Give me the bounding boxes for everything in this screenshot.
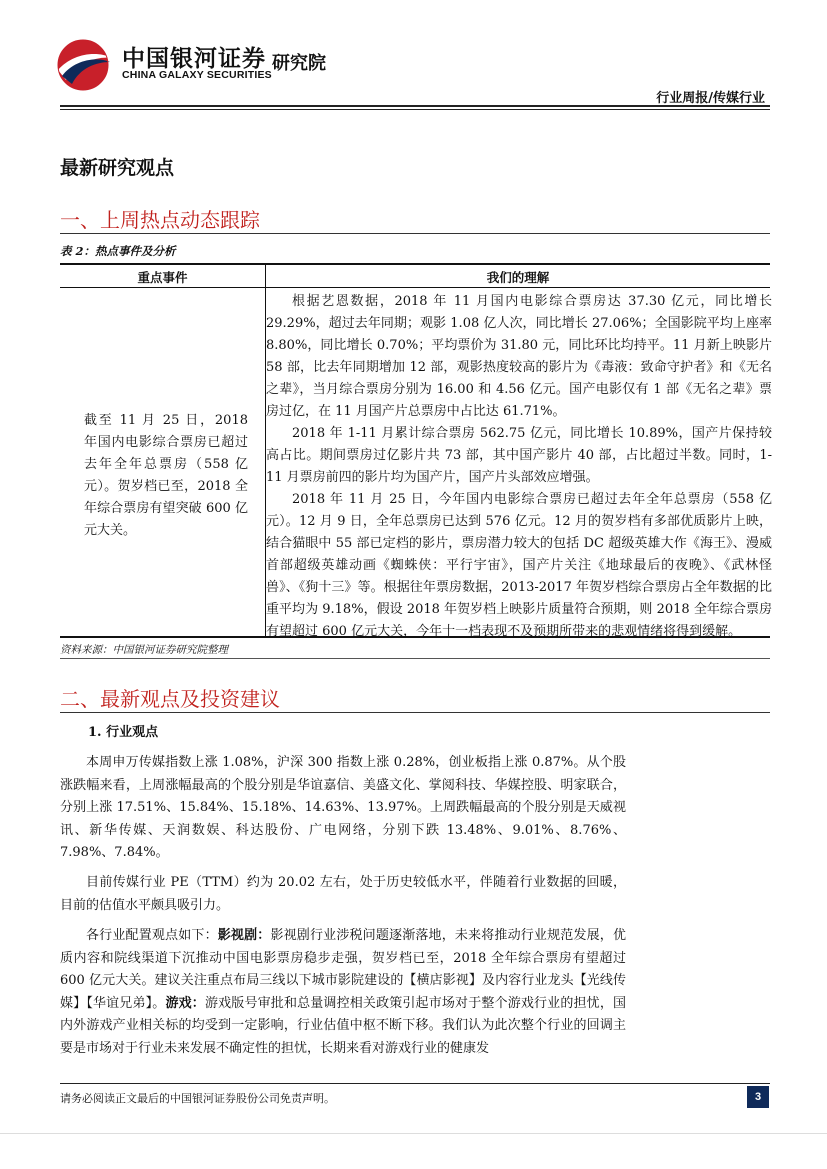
header-rule-thin [60,109,770,110]
galaxy-logo-icon [52,36,114,94]
brand-name-cn: 中国银河证券 [122,46,266,72]
section-2-rule [60,712,770,713]
section-2-title: 二、最新观点及投资建议 [60,687,280,711]
paragraph-text [60,925,626,1060]
table-caption: 表 2：热点事件及分析 [60,244,176,258]
table-header-rule [60,287,770,288]
analysis-paragraph-2: 2018 年 1-11 月累计综合票房 562.75 亿元，同比增长 10.89%，国产片保持较高占比。期间票房过亿影片共 73 部，其中国产影片 40 部，占比超过半数。同时，1-11 月票房前四的影片均为国产片，国产片头部效应增强。 [266,426,772,485]
footer-rule [60,1083,770,1084]
table-header-analysis: 我们的理解 [486,270,550,285]
film-label: 影视剧： [217,928,271,943]
page-title: 最新研究观点 [60,157,175,179]
page-bottom-edge [0,1133,827,1134]
body-paragraph-3 [60,925,626,1060]
game-label: 游戏： [165,995,205,1011]
institute-label: 研究院 [272,53,326,74]
table-cell-analysis [266,291,772,643]
section-1-title: 一、上周热点动态跟踪 [60,208,260,232]
body-paragraph-1 [60,752,626,865]
brand-name-en: CHINA GALAXY SECURITIES [122,69,272,81]
table-bottom-rule [60,636,770,638]
source-rule [60,658,770,659]
table-header-event: 重点事件 [137,270,188,285]
para3-lead: 各行业配置观点如下： [86,928,218,943]
game-text: 游戏版号审批和总量调控相关政策引起市场对于整个游戏行业的担忧，国内外游戏产业相关标的均受到一定影响，行业估值中枢不断下移。我们认为此次整个行业的回调主要是市场对于行业未来发展不确定性的担忧，长期来看对游戏行业的健康发 [60,995,626,1056]
analysis-paragraph-1: 根据艺恩数据，2018 年 11 月国内电影综合票房达 37.30 亿元，同比增长 29.29%，超过去年同期；观影 1.08 亿人次，同比增长 27.06%；全国影院平均上座率 8.80%，同比增长 0.70%；平均票价为 31.80 元，同比环比均持平。11 月新上映影片 58 部，比去年同期增加 12 部，观影热度较高的影片为《毒液：致命守护者》和《无名之辈》，当月综合票房分别为 16.00 和 4.56 亿元。国产电影仅有 1 部《无名之辈》票房过亿，在 11 月国产片总票房中占比达 61.71%。 [266,294,772,419]
page-number: 3 [747,1086,769,1108]
film-text: 影视剧行业涉税问题逐渐落地，未来将推动行业规范发展，优质内容和院线渠道下沉推动中国电影票房稳步走强，贺岁档已至，2018 全年综合票房有望超过 600 亿元大关。建议关注重点布局三线以下城市影院建设的【横店影视】及内容行业龙头【光线传媒】【华谊兄弟】。 [60,928,626,1011]
paragraph-text: 目前传媒行业 PE（TTM）约为 20.02 左右，处于历史较低水平，伴随着行业数据的回暖，目前的估值水平颇具吸引力。 [60,875,626,913]
paragraph-text: 本周申万传媒指数上涨 1.08%，沪深 300 指数上涨 0.28%，创业板指上涨 0.87%。从个股涨跌幅来看，上周涨幅最高的个股分别是华谊嘉信、美盛文化、掌阅科技、华媒控股、明家联合，分别上涨 17.51%、15.84%、15.18%、14.63%、13.97%。上周跌幅最高的个股分别是天威视讯、新华传媒、天润数娱、科达股份、广电网络，分别下跌 13.48%、9.01%、8.76%、7.98%、7.84%。 [60,755,626,860]
table-cell-event: 截至 11 月 25 日，2018 年国内电影综合票房已超过去年全年总票房（558 亿元）。贺岁档已至，2018 全年综合票房有望突破 600 亿元大关。 [84,413,248,538]
header-rule [60,105,770,107]
table-top-rule [60,263,770,265]
footer-disclaimer: 请务必阅读正文最后的中国银河证券股份公司免责声明。 [60,1092,335,1105]
report-type: 行业周报/传媒行业 [656,91,765,106]
subsection-heading: 1. 行业观点 [88,725,159,740]
body-paragraph-2 [60,872,626,917]
section-1-rule [60,233,770,234]
analysis-paragraph-3: 2018 年 11 月 25 日，今年国内电影综合票房已超过去年全年总票房（558 亿元）。12 月 9 日，全年总票房已达到 576 亿元。12 月的贺岁档有多部优质影片上映，结合猫眼中 55 部已定档的影片，票房潜力较大的包括 DC 超级英雄大作《海王》、漫威首部超级英雄动画《蜘蛛侠：平行宇宙》，国产片关注《地球最后的夜晚》、《武林怪兽》、《狗十三》等。根据往年票房数据，2013-2017 年贺岁档综合票房占全年数据的比重平均为 9.18%，假设 2018 年贺岁档上映影片质量符合预期，则 2018 全年综合票房有望超过 600 亿元大关，今年十一档表现不及预期所带来的悲观情绪将得到缓解。 [266,492,772,639]
table-source: 资料来源：中国银河证券研究院整理 [60,644,228,656]
